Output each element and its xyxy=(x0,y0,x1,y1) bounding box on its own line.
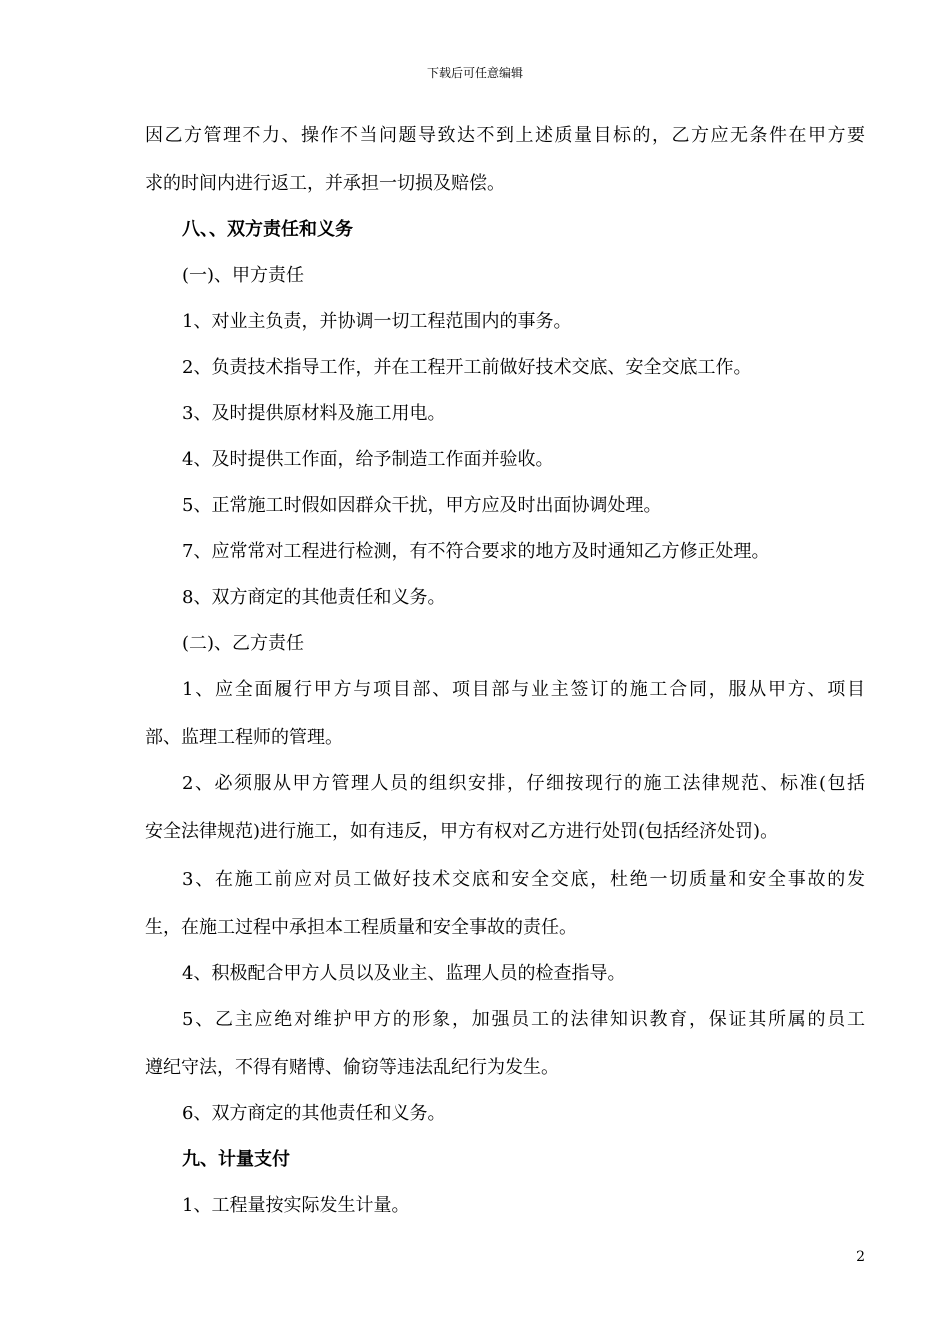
list-item: 1、工程量按实际发生计量。 xyxy=(182,1195,410,1216)
subsection-heading: (一)、甲方责任 xyxy=(182,265,305,286)
list-item: 2、负责技术指导工作，并在工程开工前做好技术交底、安全交底工作。 xyxy=(182,357,752,378)
list-item: 4、及时提供工作面，给予制造工作面并验收。 xyxy=(182,449,554,470)
section-heading: 九、计量支付 xyxy=(182,1149,290,1170)
list-item: 4、积极配合甲方人员以及业主、监理人员的检查指导。 xyxy=(182,963,626,984)
section-heading: 八、、双方责任和义务 xyxy=(182,219,353,240)
list-item-continuation: 部、监理工程师的管理。 xyxy=(145,727,343,748)
list-item: 5、正常施工时假如因群众干扰，甲方应及时出面协调处理。 xyxy=(182,495,662,516)
paragraph-line: 因乙方管理不力、操作不当问题导致达不到上述质量目标的，乙方应无条件在甲方要 xyxy=(145,125,865,146)
list-item: 3、及时提供原材料及施工用电。 xyxy=(182,403,446,424)
page-number: 2 xyxy=(856,1249,865,1265)
list-item-continuation: 生，在施工过程中承担本工程质量和安全事故的责任。 xyxy=(145,917,577,938)
list-item: 2、必须服从甲方管理人员的组织安排，仔细按现行的施工法律规范、标准(包括 xyxy=(182,773,865,794)
list-item-continuation: 遵纪守法，不得有赌博、偷窃等违法乱纪行为发生。 xyxy=(145,1057,559,1078)
list-item-continuation: 安全法律规范)进行施工，如有违反，甲方有权对乙方进行处罚(包括经济处罚)。 xyxy=(145,821,779,842)
list-item: 8、双方商定的其他责任和义务。 xyxy=(182,587,446,608)
list-item: 1、应全面履行甲方与项目部、项目部与业主签订的施工合同，服从甲方、项目 xyxy=(182,679,865,700)
paragraph-line: 求的时间内进行返工，并承担一切损及赔偿。 xyxy=(145,173,505,194)
list-item: 7、应常常对工程进行检测，有不符合要求的地方及时通知乙方修正处理。 xyxy=(182,541,770,562)
list-item: 6、双方商定的其他责任和义务。 xyxy=(182,1103,446,1124)
list-item: 5、乙主应绝对维护甲方的形象，加强员工的法律知识教育，保证其所属的员工 xyxy=(182,1009,865,1030)
list-item: 1、对业主负责，并协调一切工程范围内的事务。 xyxy=(182,311,572,332)
subsection-heading: (二)、乙方责任 xyxy=(182,633,305,654)
list-item: 3、在施工前应对员工做好技术交底和安全交底，杜绝一切质量和安全事故的发 xyxy=(182,869,865,890)
page-header: 下载后可任意编辑 xyxy=(426,66,523,80)
